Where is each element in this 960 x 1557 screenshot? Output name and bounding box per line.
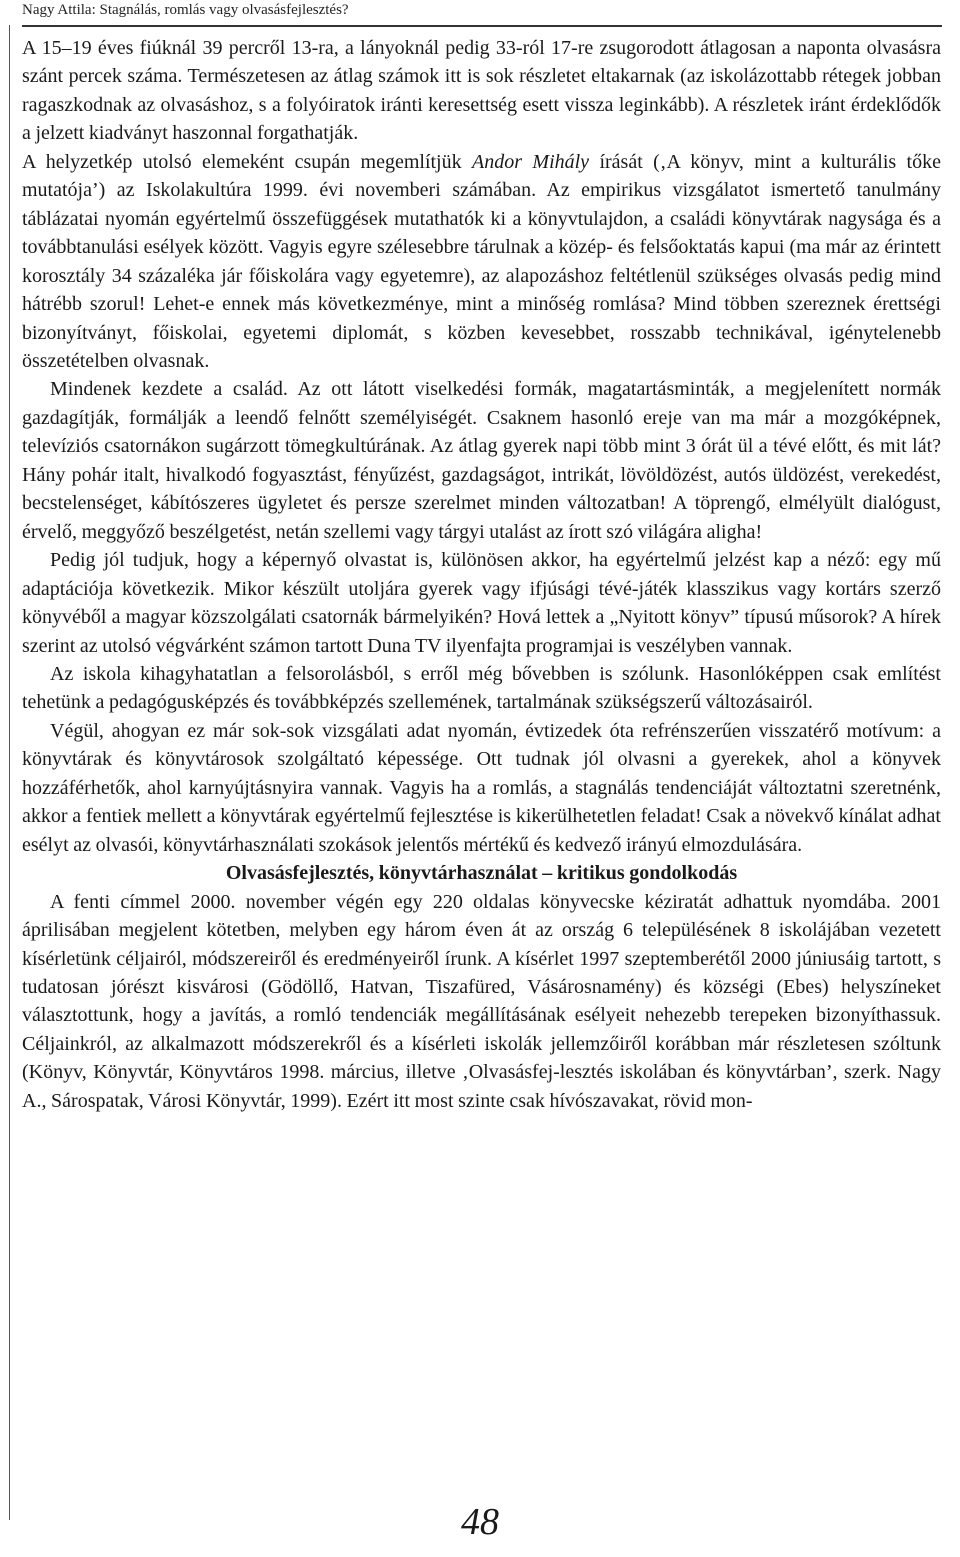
paragraph-6: Végül, ahogyan ez már sok-sok vizsgálati adat nyomán, évtizedek óta refrénszerűen visszatérő motívum: a könyvtárak és könyvtárosok szolgáltató képessége. Ott tudnak jól olvasni a gyerekek, ahol a könyvek hozzáférhetők, ahol karnyújtásnyira vannak. Vagyis ha a romlás, a stagnálás tendenciáját változtatni szeretnénk, akkor a fentiek mellett a könyvtárak egyértelmű fejlesztése is kikerülhetetlen feladat! Csak a növekvő kínálat adhat esélyt az olvasói, könyvtárhasználati szokások jelentős mértékű és kedvező irányú elmozdulására.: [22, 719, 941, 856]
running-header: Nagy Attila: Stagnálás, romlás vagy olvasásfejlesztés?: [22, 2, 349, 18]
paragraph-7: A fenti címmel 2000. november végén egy 220 oldalas könyvecske kéziratát adhattuk nyomdába. 2001 áprilisában megjelent kötetben, melyben egy három éven át az ország 6 településének 8 iskolájában vezetett kísérletünk céljairól, módszereiről és eredményeiről írunk. A kísérlet 1997 szeptemberétől 2000 júniusáig tartott, s tudatosan jórészt kisvárosi (Gödöllő, Hatvan, Tiszafüred, Vásárosnamény) és községi (Ebes) helyszíneket választottunk, hogy a javítás, a romló tendenciák megállításának esélyeit nehezebb terepeken bizonyíthassuk. Céljainkról, az alkalmazott módszerekről és a kísérleti iskolák jellemzőiről korábban már részletesen szóltunk (Könyv, Könyvtár, Könyvtáros 1998. március, illetve ‚Olvasásfej-lesztés iskolában és könyvtárban’, szerk. Nagy A., Sárospatak, Városi Könyvtár, 1999). Ezért itt most szinte csak hívószavakat, rövid mon-: [22, 890, 941, 1112]
paragraph-5: Az iskola kihagyhatatlan a felsorolásból, s erről még bővebben is szólunk. Hasonlóképpen csak említést tehetünk a pedagógusképzés és továbbképzés szellemének, tartalmának szükségszerű változásairól.: [22, 662, 941, 714]
margin-rule: [9, 25, 10, 1520]
paragraph-2-rest: írását (‚A könyv, mint a kulturális tőke mutatója’) az Iskolakultúra 1999. évi novemberi számában. Az empirikus vizsgálatot ismertető tanulmány táblázatai nyomán egyértelmű összefüggések mutathatók ki a könyvtulajdon, a családi könyvtárak nagysága és a továbbtanulási esélyek között. Vagyis egyre szélesebbre tárulnak a közép- és felsőoktatás kapui (ma már az érintett korosztály 34 százaléka jár főiskolára vagy egyetemre), az alapozáshoz feltétlenül szükséges olvasás pedig mind hátrébb szorul! Lehet-e ennek más következménye, mint a minőség romlása? Mind többen szereznek érettségi bizonyítványt, főiskolai, egyetemi diplomát, s közben kevesebbet, rosszabb technikával, igénytelenebb összetételben olvasnak.: [22, 150, 941, 372]
header-rule: [22, 25, 942, 27]
paragraph-4: Pedig jól tudjuk, hogy a képernyő olvastat is, különösen akkor, ha egyértelmű jelzést kap a néző: egy mű adaptációja következik. Mikor készült utoljára gyerek vagy ifjúsági tévé-játék klasszikus vagy kortárs szerző könyvéből a magyar közszolgálati csatornák bármelyikén? Hová lettek a „Nyitott könyv” típusú műsorok? A hírek szerint az utolsó végvárként számon tartott Duna TV ilyenfajta programjai is veszélyben vannak.: [22, 549, 941, 657]
paragraph-2: [22, 148, 941, 376]
paragraph-2-lead: A helyzetkép utolsó elemeként csupán megemlítjük: [22, 150, 473, 173]
article-body: [22, 34, 941, 1115]
paragraph-1: A 15–19 éves fiúknál 39 percről 13-ra, a lányoknál pedig 33-ról 17-re zsugorodott átlagosan a naponta olvasásra szánt percek száma. Természetesen az átlag számok itt is sok részletet eltakarnak (az iskolázottabb rétegek jobban ragaszkodnak az olvasáshoz, s a folyóiratok iránti keresettség esett vissza leginkább). A részletek iránt érdeklődők a jelzett kiadványt haszonnal forgathatják.: [22, 37, 941, 145]
section-heading: Olvasásfejlesztés, könyvtárhasználat – kritikus gondolkodás: [225, 862, 738, 885]
author-name: Andor Mihály: [472, 150, 590, 173]
page-number: 48: [461, 1501, 499, 1543]
paragraph-3: Mindenek kezdete a család. Az ott látott viselkedési formák, magatartásminták, a megjelenített normák gazdagítják, formálják a leendő felnőtt személyiségét. Csaknem hasonló ereje van ma már a mozgóképnek, televíziós csatornákon sugárzott tömegkultúrának. Az átlag gyerek napi több mint 3 órát ül a tévé előtt, és mit lát? Hány pohár italt, hivalkodó fogyasztást, fényűzést, gazdagságot, intrikát, lövöldözést, autós üldözést, verekedést, becstelenséget, kábítószeres ügyletet és persze szerelmet minden változatban! A töprengő, elmélyült dialógust, érvelő, meggyőző beszélgetést, netán szellemi vagy tárgyi utalást az írott szó világára aligha!: [22, 378, 941, 543]
